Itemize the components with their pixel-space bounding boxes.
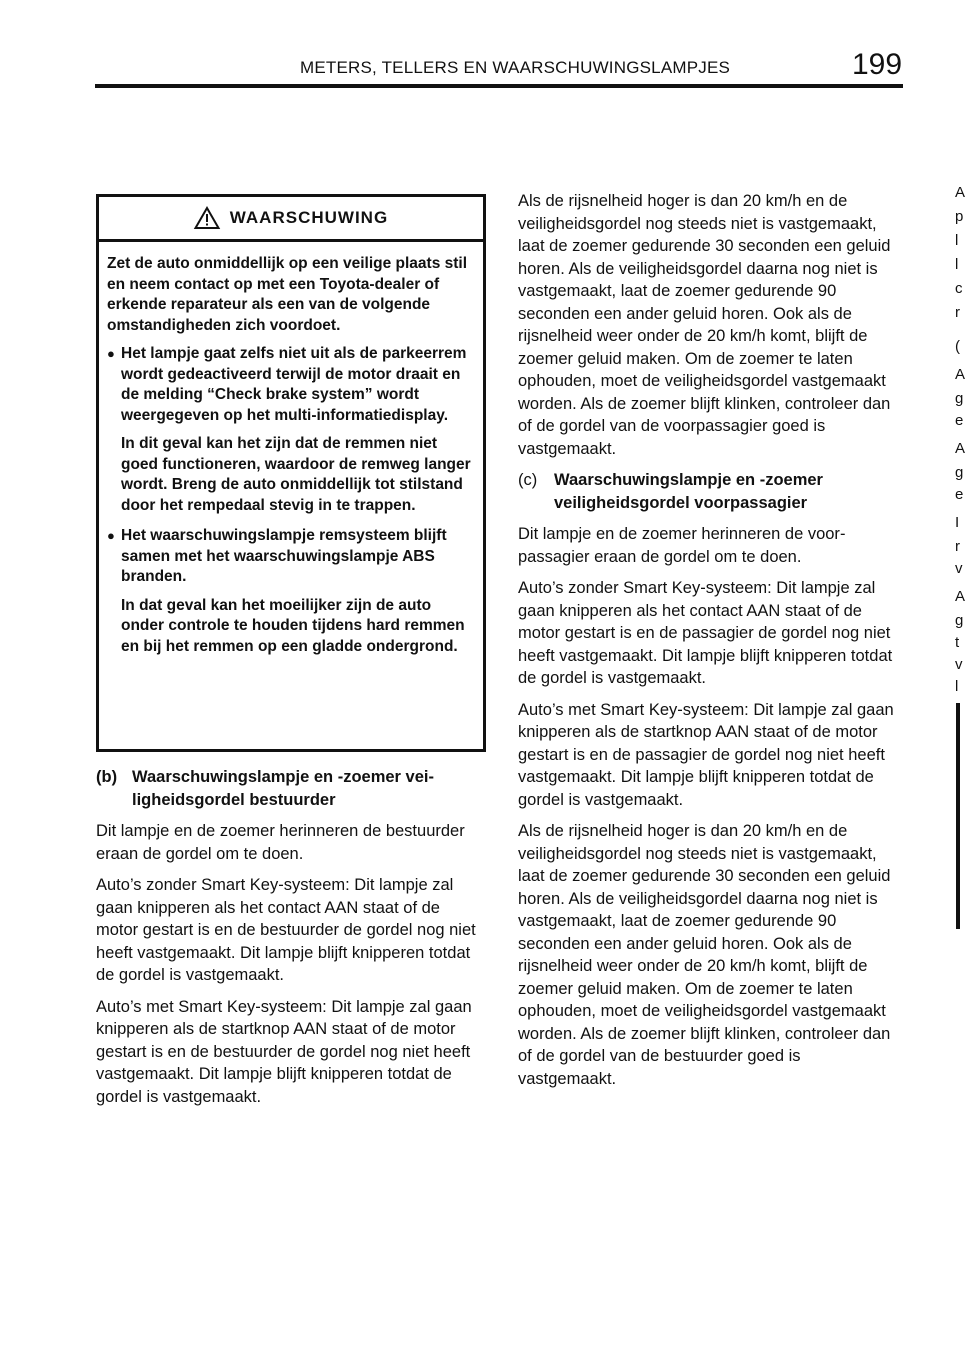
page-header-title: METERS, TELLERS EN WAARSCHUWINGSLAMPJES	[300, 58, 731, 77]
section-b-paragraph: Dit lampje en de zoemer herinneren de bestuurder eraan de gordel om te doen.	[96, 822, 465, 863]
warning-intro: Zet de auto onmiddellijk op een veilige plaats stil en neem contact op met een Toyota-dealer of erkende reparateur als een van de volgende omstandigheden zich voordoet.	[107, 255, 468, 334]
warning-item-text: Het waarschuwingslampje remsysteem blijft samen met het waarschuwingslampje ABS branden.	[121, 527, 447, 585]
section-b-title: Waarschuwingslampje en -zoemer veiligheidsgordel bestuurder	[132, 768, 434, 809]
edge-glyph: g	[955, 612, 964, 629]
edge-glyph: g	[955, 390, 964, 407]
warning-item	[107, 344, 475, 524]
edge-glyph: e	[955, 412, 964, 429]
edge-glyph: A	[955, 440, 965, 457]
header-rule	[95, 84, 903, 88]
section-c-heading	[518, 469, 902, 514]
right-intro-paragraph: Als de rijsnelheid hoger is dan 20 km/h en de veiligheidsgordel nog steeds niet is vastgemaakt, laat de zoemer gedurende 30 seconden een geluid horen. Als de veiligheidsgordel daarna nog niet is vastgemaakt, laat de zoemer gedurende 90 seconden een ander geluid horen. Ook als de rijsnelheid weer onder de 20 km/h komt, blijft de zoemer geluid maken. Om de zoemer te laten ophouden, moet de veiligheidsgordel vastgemaakt worden. Als de zoemer blijft klinken, controleer dan of de gordel van de voorpassagier goed is vastgemaakt.	[518, 192, 891, 458]
warning-item-note: In dat geval kan het moeilijker zijn de auto onder controle te houden tijdens hard remmen en bij het remmen op een gladde ondergrond.	[121, 596, 465, 655]
edge-glyph: p	[955, 208, 964, 225]
edge-glyph: g	[955, 464, 964, 481]
bullet-icon: ●	[107, 528, 115, 543]
right-column	[518, 190, 902, 1099]
section-c-paragraph: Als de rijsnelheid hoger is dan 20 km/h en de veiligheidsgordel nog steeds niet is vastgemaakt, laat de zoemer gedurende 30 seconden een geluid horen. Als de veiligheidsgordel daarna nog niet is vastgemaakt, laat de zoemer gedurende 90 seconden een ander geluid horen. Ook als de rijsnelheid weer onder de 20 km/h komt, blijft de zoemer geluid maken. Om de zoemer te laten ophouden, moet de veiligheidsgordel vastgemaakt worden. Als de zoemer blijft klinken, controleer dan of de gordel van de bestuurder goed is vastgemaakt.	[518, 822, 891, 1088]
warning-body	[99, 242, 483, 665]
edge-glyph: (	[955, 338, 960, 355]
left-column	[96, 766, 480, 1117]
section-c-paragraph: Auto’s zonder Smart Key-systeem: Dit lampje zal gaan knipperen als het contact AAN staat of de motor gestart is en de passagier de gordel nog niet heeft vastgemaakt. Dit lampje blijft knipperen totdat de gordel is vastgemaakt.	[518, 579, 893, 687]
edge-glyph: I	[955, 514, 960, 531]
warning-item-note: In dit geval kan het zijn dat de remmen niet goed functioneren, waardoor de remweg langer wordt. Breng de auto onmiddellijk tot stilstand door het rempedaal stevig in te trappen.	[121, 435, 471, 514]
section-c-title: Waarschuwingslampje en -zoemer veiligheidsgordel voorpassagier	[554, 471, 823, 512]
edge-glyph: A	[955, 366, 965, 383]
section-b-paragraph: Auto’s met Smart Key-systeem: Dit lampje zal gaan knipperen als de startknop AAN staat of de motor gestart is en de bestuurder de gordel nog niet heeft vastgemaakt. Dit lampje blijft knipperen totdat de gordel is vastgemaakt.	[96, 997, 472, 1106]
warning-triangle-icon	[194, 206, 220, 230]
edge-glyph: l	[955, 678, 959, 695]
warning-title: WAARSCHUWING	[229, 208, 389, 227]
section-b-heading	[96, 766, 480, 811]
section-c-label: (c)	[518, 471, 538, 489]
edge-glyph: t	[955, 634, 960, 651]
edge-glyph: e	[955, 486, 964, 503]
warning-item-text: Het lampje gaat zelfs niet uit als de parkeerrem wordt gedeactiveerd terwijl de motor draait en de melding “Check brake system” wordt weergegeven op het multi-informatiedisplay.	[121, 345, 467, 424]
edge-glyph: c	[955, 280, 963, 297]
section-c-paragraph: Auto’s met Smart Key-systeem: Dit lampje zal gaan knipperen als de startknop AAN staat of de motor gestart is en de passagier de gordel nog niet heeft vastgemaakt. Dit lampje blijft knipperen totdat de gordel is vastgemaakt.	[518, 700, 894, 809]
section-c-paragraph: Dit lampje en de zoemer herinneren de voorpassagier eraan de gordel om te doen.	[518, 525, 846, 566]
warning-box	[96, 194, 486, 752]
warning-header	[99, 197, 483, 242]
edge-glyph: v	[955, 560, 963, 577]
edge-bar	[956, 703, 960, 929]
section-b-label: (b)	[96, 768, 118, 786]
page-number: 199	[852, 48, 903, 81]
edge-glyph: A	[955, 184, 965, 201]
edge-glyph: r	[955, 538, 960, 555]
bullet-icon: ●	[107, 346, 115, 361]
edge-glyph: l	[955, 232, 959, 249]
edge-glyph: A	[955, 588, 965, 605]
edge-glyph: v	[955, 656, 963, 673]
edge-glyph: l	[955, 256, 959, 273]
section-b-paragraph: Auto’s zonder Smart Key-systeem: Dit lampje zal gaan knipperen als het contact AAN staat of de motor gestart is en de bestuurder de gordel nog niet heeft vastgemaakt. Dit lampje blijft knipperen totdat de gordel is vastgemaakt.	[96, 876, 476, 984]
warning-item	[107, 526, 475, 665]
edge-glyph: r	[955, 304, 960, 321]
